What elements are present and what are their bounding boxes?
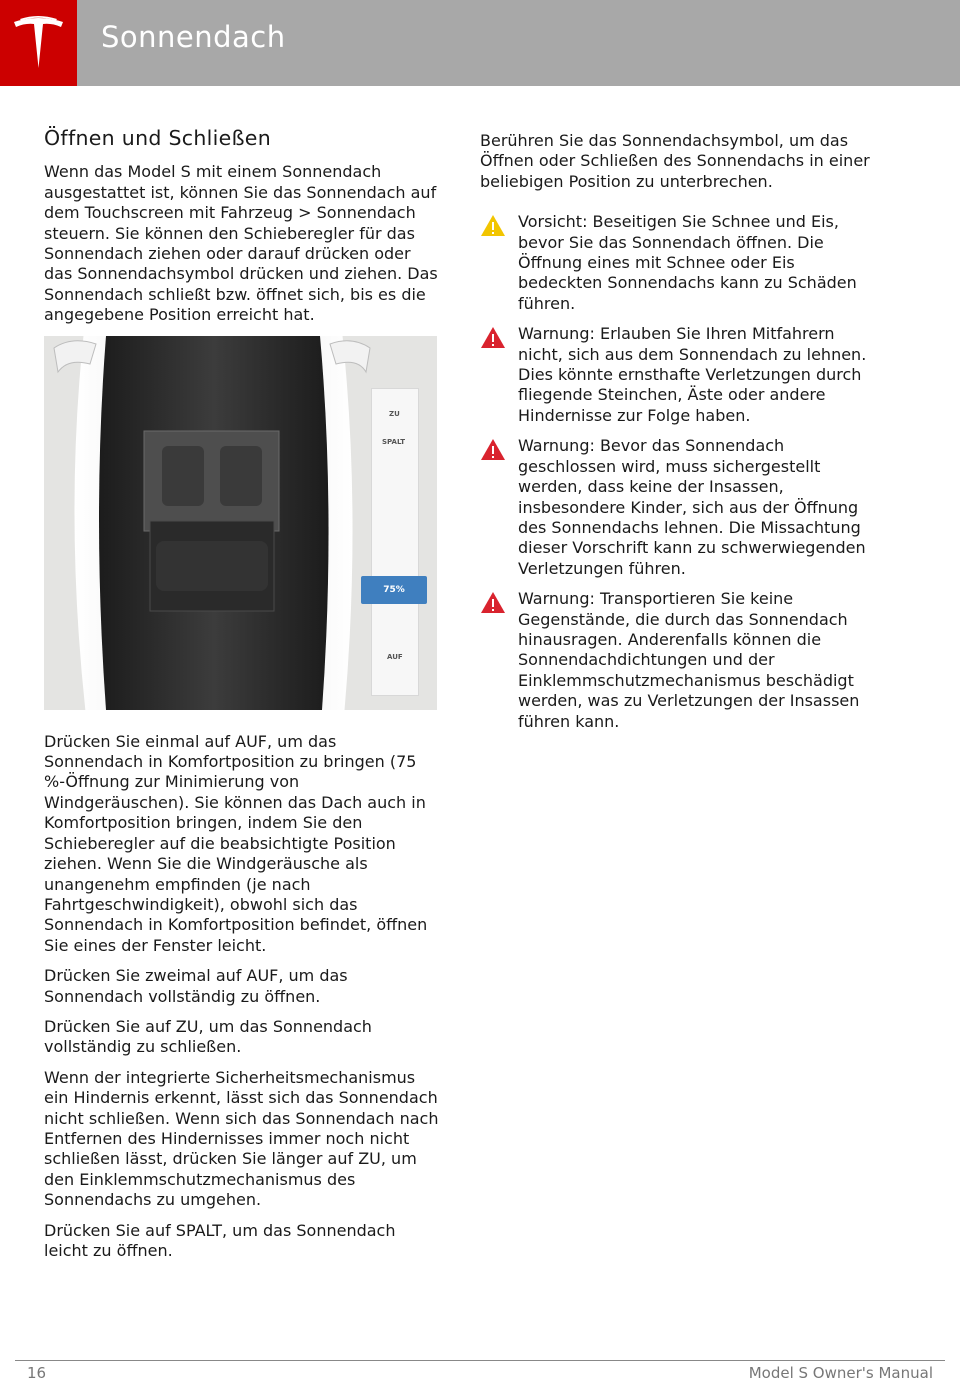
sunroof-figure xyxy=(44,336,437,710)
warning-callout xyxy=(480,589,880,732)
warning-callout xyxy=(480,436,880,579)
brand-logo xyxy=(0,0,77,86)
warning-triangle-icon xyxy=(480,438,506,461)
page-number: 16 xyxy=(27,1364,47,1382)
tesla-logo-icon xyxy=(12,16,65,70)
body-paragraph: Wenn der integrierte Sicherheitsmechanismus ein Hindernis erkennt, lässt sich das Sonnendach nicht schließen. Wenn sich das Sonnendach nach Entfernen des Hindernisses immer noch nicht schließen lässt, drücken Sie länger auf ZU, um den Einklemmschutzmechanismus des Sonnendachs zu umgehen. xyxy=(44,1067,439,1210)
slider-label-closed[interactable]: ZU xyxy=(389,409,400,418)
section-title: Sonnendach xyxy=(101,20,286,54)
body-paragraph: Drücken Sie auf SPALT, um das Sonnendach leicht zu öffnen. xyxy=(44,1220,396,1260)
warning-triangle-icon xyxy=(480,326,506,349)
sunroof-slider-thumb[interactable]: 75% xyxy=(361,576,427,604)
body-paragraph: Drücken Sie zweimal auf AUF, um das Sonnendach vollständig zu öffnen. xyxy=(44,966,348,1006)
warning-triangle-icon xyxy=(480,591,506,614)
page-header xyxy=(0,0,960,86)
body-paragraph: Drücken Sie auf ZU, um das Sonnendach vollständig zu schließen. xyxy=(44,1016,372,1057)
left-column xyxy=(44,128,440,1271)
body-paragraph: Drücken Sie einmal auf AUF, um das Sonnendach in Komfortposition zu bringen (75 %-Öffnung zur Minimierung von Windgeräuschen). Sie können das Dach auch in Komfortposition bringen, indem Sie den Schieberegler auf die beabsichtigte Position ziehen. Wenn Sie die Windgeräusche als unangenehm empfinden (je nach Fahrtgeschwindigkeit), obwohl sich das Sonnendach in Komfortposition befindet, öffnen Sie eines der Fenster leicht. xyxy=(44,731,428,955)
warning-callout xyxy=(480,324,880,426)
caution-triangle-icon xyxy=(480,214,506,237)
section-heading: Öffnen und Schließen xyxy=(44,126,271,150)
intro-paragraph: Berühren Sie das Sonnendachsymbol, um das Öffnen oder Schließen des Sonnendachs in einer beliebigen Position zu unterbrechen. xyxy=(480,131,870,191)
callout-text: Vorsicht: Beseitigen Sie Schnee und Eis, bevor Sie das Sonnendach öffnen. Die Öffnung eines mit Schnee oder Eis bedeckten Sonnendachs kann zu Schäden führen. xyxy=(518,212,857,313)
footer-divider xyxy=(15,1360,945,1361)
caution-callout xyxy=(480,212,880,314)
manual-name: Model S Owner's Manual xyxy=(748,1364,933,1382)
slider-label-vent[interactable]: SPALT xyxy=(382,437,406,446)
callout-text: Warnung: Bevor das Sonnendach geschlossen wird, muss sichergestellt werden, dass keine der Insassen, insbesondere Kinder, sich aus der Öffnung des Sonnendachs lehnen. Die Missachtung dieser Vorschrift kann zu schwerwiegenden Verletzungen führen. xyxy=(518,436,866,578)
right-column xyxy=(480,131,880,742)
intro-paragraph: Wenn das Model S mit einem Sonnendach ausgestattet ist, können Sie das Sonnendach auf dem Touchscreen mit Fahrzeug > Sonnendach steuern. Sie können den Schieberegler für das Sonnendach ziehen oder darauf drücken oder das Sonnendachsymbol drücken und ziehen. Das Sonnendach schließt bzw. öffnet sich, bis es die angegebene Position erreicht hat. xyxy=(44,162,438,325)
callout-text: Warnung: Transportieren Sie keine Gegenstände, die durch das Sonnendach hinausragen. Anderenfalls können die Sonnendachdichtungen und der Einklemmschutzmechanismus beschädigt werden, was zu Verletzungen der Insassen führen kann. xyxy=(518,589,860,731)
callout-text: Warnung: Erlauben Sie Ihren Mitfahrern nicht, sich aus dem Sonnendach zu lehnen. Dies könnte ernsthafte Verletzungen durch fliegende Steinchen, Äste oder andere Hindernisse zur Folge haben. xyxy=(518,324,867,425)
slider-label-open[interactable]: AUF xyxy=(387,652,403,661)
